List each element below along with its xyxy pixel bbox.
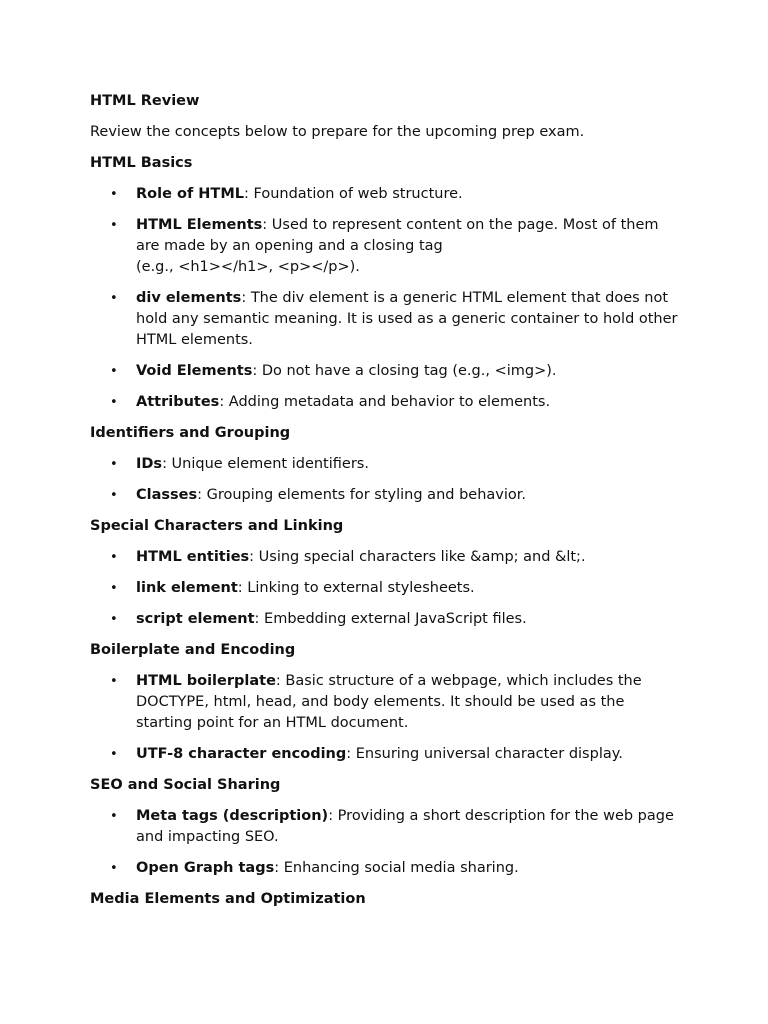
list-item [90,806,682,848]
item-term: Classes [136,487,198,503]
item-term: HTML entities [136,549,250,565]
list-item [90,361,682,382]
bullet-icon: • [110,218,118,233]
list-item [90,392,682,413]
item-text: : Do not have a closing tag (e.g., <img>). [252,363,557,379]
list-item [90,744,682,765]
bullet-list-boilerplate [90,671,682,765]
item-text-example: (e.g., <h1></h1>, <p></p>). [136,259,360,275]
section-heading-boilerplate: Boilerplate and Encoding [90,642,296,658]
item-text: : Unique element identifiers. [162,456,369,472]
item-term: Open Graph tags [136,860,275,876]
document-title: HTML Review [90,93,200,109]
item-text: : Adding metadata and behavior to elements. [219,394,551,410]
item-text: : Using special characters like &amp; and &lt;. [249,549,586,565]
intro-paragraph: Review the concepts below to prepare for the upcoming prep exam. [90,124,585,140]
item-term: HTML boilerplate [136,673,276,689]
bullet-list-html-basics [90,184,682,413]
bullet-icon: • [110,674,118,689]
section-heading-seo: SEO and Social Sharing [90,777,281,793]
section-heading-special-characters: Special Characters and Linking [90,518,344,534]
list-item [90,184,682,205]
item-text: : Embedding external JavaScript files. [254,611,527,627]
bullet-icon: • [110,581,118,596]
bullet-list-seo [90,806,682,879]
item-term: script element [136,611,255,627]
item-term: Attributes [136,394,220,410]
list-item [90,288,682,351]
bullet-icon: • [110,187,118,202]
list-item [90,454,682,475]
item-text: : Used to represent content on the page. Most of them are made by an opening and a closing tag [136,217,659,254]
bullet-icon: • [110,809,118,824]
item-text: : The div element is a generic HTML element that does not hold any semantic meaning. It is used as a generic container to hold other HTML elements. [136,290,678,348]
item-term: Void Elements [136,363,253,379]
bullet-icon: • [110,550,118,565]
section-heading-media: Media Elements and Optimization [90,891,366,907]
bullet-icon: • [110,291,118,306]
item-term: link element [136,580,238,596]
section-heading-identifiers: Identifiers and Grouping [90,425,291,441]
bullet-icon: • [110,488,118,503]
item-text: : Enhancing social media sharing. [274,860,519,876]
list-item [90,485,682,506]
bullet-icon: • [110,457,118,472]
item-term: UTF-8 character encoding [136,746,347,762]
list-item [90,858,682,879]
list-item [90,609,682,630]
item-term: IDs [136,456,163,472]
item-text: : Providing a short description for the web page and impacting SEO. [136,808,674,845]
bullet-icon: • [110,364,118,379]
bullet-icon: • [110,612,118,627]
item-text: : Foundation of web structure. [244,186,463,202]
item-term: Meta tags (description) [136,808,329,824]
item-text: : Basic structure of a webpage, which includes the DOCTYPE, html, head, and body elements. It should be used as the starting point for an HTML document. [136,673,642,731]
list-item [90,671,682,734]
bullet-icon: • [110,747,118,762]
item-term: HTML Elements [136,217,263,233]
item-term: div elements [136,290,242,306]
bullet-list-identifiers [90,454,682,506]
section-heading-html-basics: HTML Basics [90,155,193,171]
bullet-list-special-characters [90,547,682,630]
item-term: Role of HTML [136,186,244,202]
document-body [90,91,682,920]
bullet-icon: • [110,861,118,876]
list-item [90,215,682,278]
bullet-icon: • [110,395,118,410]
list-item [90,578,682,599]
item-text: : Ensuring universal character display. [346,746,623,762]
list-item [90,547,682,568]
item-text: : Linking to external stylesheets. [237,580,475,596]
item-text: : Grouping elements for styling and behavior. [197,487,526,503]
